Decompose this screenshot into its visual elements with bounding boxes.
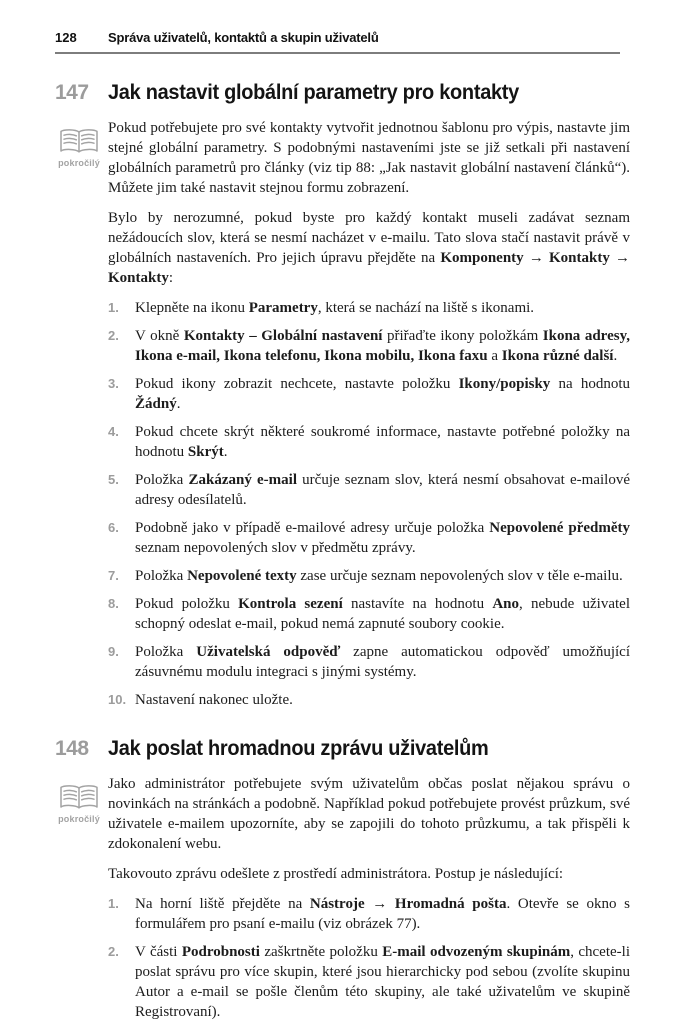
list-item-number: 6. bbox=[108, 520, 119, 535]
list-item bbox=[108, 566, 630, 586]
list-item bbox=[108, 894, 630, 934]
section-blocks bbox=[108, 118, 630, 710]
list-item-text: V části Podrobnosti zaškrtněte položku E-mail odvozeným skupinám, chcete-li poslat správu pro více skupin, které jsou hierarchicky pod sebou (zvolíte skupinu Autor a e-mail se pošle členům této skupiny, ale také uživatelům ve skupině Registrovaní). bbox=[135, 944, 630, 1020]
list-item bbox=[108, 374, 630, 414]
list-item bbox=[108, 518, 630, 558]
list-item-text: Položka Uživatelská odpověď zapne automatickou odpověď umožňující zásuvnému modulu integraci s jinými systémy. bbox=[135, 644, 630, 680]
ordered-list bbox=[108, 298, 630, 710]
paragraph: Pokud potřebujete pro své kontakty vytvořit jednotnou šablonu pro výpis, nastavte jim stejné globální parametry. S podobnými nastaveními jste se již setkali při nastavení globálních parametrů pro články (viz tip 88: „Jak nastavit globální nastavení článků“). Můžete jim také nastavit stejnou formu zobrazení. bbox=[108, 120, 630, 196]
page-number: 128 bbox=[55, 30, 77, 45]
open-book-icon bbox=[58, 127, 100, 157]
margin-badge bbox=[50, 127, 108, 168]
list-item bbox=[108, 326, 630, 366]
sections bbox=[0, 81, 700, 1022]
difficulty-label: pokročilý bbox=[58, 158, 100, 168]
section-title: Jak poslat hromadnou zprávu uživatelům bbox=[108, 737, 489, 760]
list-item bbox=[108, 690, 630, 710]
list-item-number: 4. bbox=[108, 424, 119, 439]
list-item-text: Pokud ikony zobrazit nechcete, nastavte položku Ikony/popisky na hodnotu Žádný. bbox=[135, 376, 630, 412]
section-blocks bbox=[108, 774, 630, 1022]
list-item-text: Na horní liště přejděte na Nástroje → Hromadná pošta. Otevře se okno s formulářem pro psaní e-mailu (viz obrázek 77). bbox=[135, 896, 630, 932]
open-book-icon bbox=[58, 783, 100, 813]
list-item-text: Pokud položku Kontrola sezení nastavíte na hodnotu Ano, nebude uživatel schopný odeslat e-mail, pokud nemá zapnuté soubory cookie. bbox=[135, 596, 630, 632]
running-header bbox=[55, 30, 620, 54]
list-item-number: 1. bbox=[108, 896, 119, 911]
section-number: 147 bbox=[55, 81, 89, 104]
paragraph: Bylo by nerozumné, pokud byste pro každý kontakt museli zadávat seznam nežádoucích slov, která se nesmí nacházet v e-mailu. Tato slova stačí nastavit právě v globálních nastaveních. Pro jejich úpravu přejděte na Komponenty → Kontakty → Kontakty: bbox=[108, 210, 630, 286]
difficulty-label: pokročilý bbox=[58, 814, 100, 824]
paragraph: Takovouto zprávu odešlete z prostředí administrátora. Postup je následující: bbox=[108, 866, 564, 882]
section-title: Jak nastavit globální parametry pro kontakty bbox=[108, 81, 519, 104]
list-item-number: 5. bbox=[108, 472, 119, 487]
list-item-number: 1. bbox=[108, 300, 119, 315]
section-heading bbox=[55, 737, 700, 761]
list-item-number: 2. bbox=[108, 944, 119, 959]
list-item-text: Podobně jako v případě e-mailové adresy určuje položka Nepovolené předměty seznam nepovolených slov v předmětu zprávy. bbox=[135, 520, 630, 556]
section-number: 148 bbox=[55, 737, 89, 760]
list-item-number: 10. bbox=[108, 692, 127, 707]
list-item-number: 7. bbox=[108, 568, 119, 583]
list-item-text: Pokud chcete skrýt některé soukromé informace, nastavte potřebné položky na hodnotu Skrýt. bbox=[135, 424, 630, 460]
tip-section bbox=[0, 81, 700, 710]
list-item bbox=[108, 942, 630, 1022]
section-heading bbox=[55, 81, 700, 105]
chapter-title: Správa uživatelů, kontaktů a skupin uživatelů bbox=[108, 30, 379, 45]
list-item bbox=[108, 642, 630, 682]
list-item-text: Nastavení nakonec uložte. bbox=[135, 692, 293, 708]
list-item-text: Položka Zakázaný e-mail určuje seznam slov, která nesmí obsahovat e-mailové adresy odesílatelů. bbox=[135, 472, 630, 508]
tip-section bbox=[0, 737, 700, 1022]
list-item-number: 3. bbox=[108, 376, 119, 391]
book-page bbox=[0, 30, 700, 1020]
list-item bbox=[108, 470, 630, 510]
list-item bbox=[108, 422, 630, 462]
list-item-text: V okně Kontakty – Globální nastavení přiřaďte ikony položkám Ikona adresy, Ikona e-mail, Ikona telefonu, Ikona mobilu, Ikona faxu a Ikona různé další. bbox=[135, 328, 630, 364]
list-item-number: 9. bbox=[108, 644, 119, 659]
list-item bbox=[108, 298, 630, 318]
list-item bbox=[108, 594, 630, 634]
list-item-text: Položka Nepovolené texty zase určuje seznam nepovolených slov v těle e-mailu. bbox=[135, 568, 623, 584]
list-item-number: 8. bbox=[108, 596, 119, 611]
ordered-list bbox=[108, 894, 630, 1022]
margin-badge bbox=[50, 783, 108, 824]
list-item-text: Klepněte na ikonu Parametry, která se nachází na liště s ikonami. bbox=[135, 300, 535, 316]
paragraph: Jako administrátor potřebujete svým uživatelům občas poslat nějakou správu o novinkách na stránkách a podobně. Například pokud potřebujete provést průzkum, své uživatele e-mailem upozorníte, aby se zapojili do tohoto průzkumu, a tak přispěli k zdokonalení webu. bbox=[108, 776, 630, 852]
list-item-number: 2. bbox=[108, 328, 119, 343]
